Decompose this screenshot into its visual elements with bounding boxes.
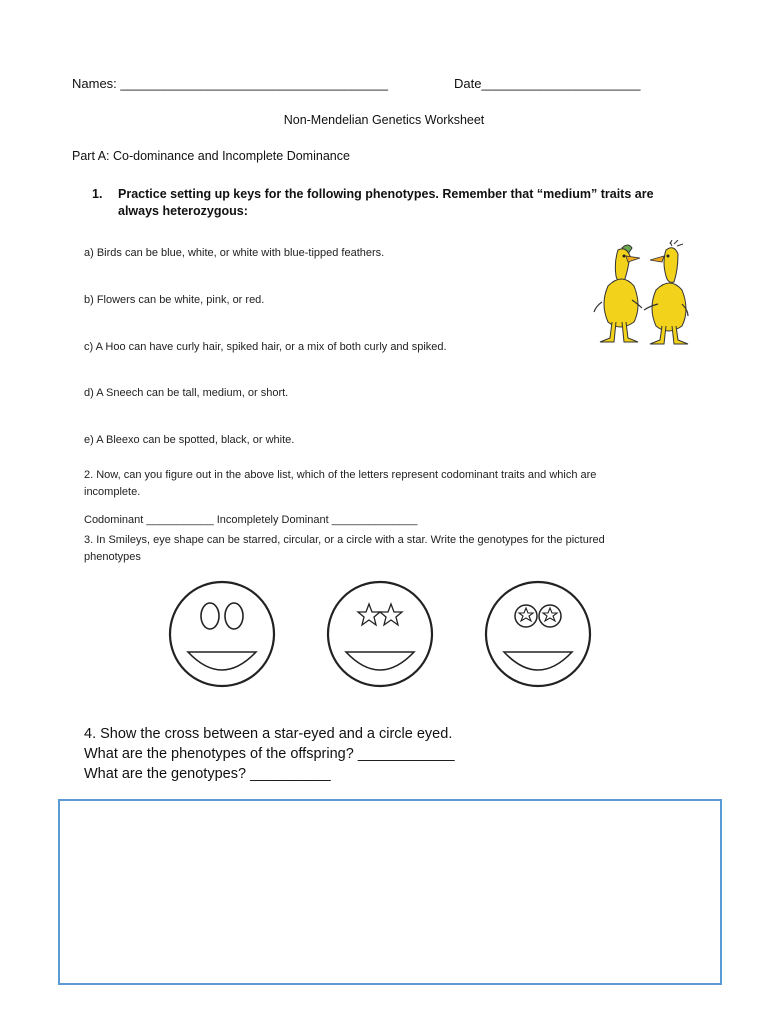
question-2: 2. Now, can you figure out in the above list, which of the letters represent codominant traits and which are incomplete. [84,469,597,498]
names-label: Names: [72,76,117,91]
smileys-figure [160,576,600,694]
worksheet-title: Non-Mendelian Genetics Worksheet [283,113,485,127]
codominant-line [84,514,417,526]
item-c: c) A Hoo can have curly hair, spiked hair, or a mix of both curly and spiked. [84,341,447,353]
item-e: e) A Bleexo can be spotted, black, or white. [84,434,295,446]
sneetches-illustration [582,240,698,354]
date-blank[interactable]: ______________________ [481,76,641,91]
smiley-circle-eyes [170,582,274,686]
codominant-blank[interactable]: ___________ [146,514,214,526]
phenotypes-blank[interactable]: ____________ [357,746,455,762]
date-label: Date [454,76,482,91]
codominant-label: Codominant [84,514,144,526]
question-4-line-2 [84,744,455,764]
date-line [454,76,641,91]
genotypes-blank[interactable]: __________ [250,766,331,782]
question-4 [84,724,455,784]
phenotypes-label: What are the phenotypes of the offspring? [84,746,354,762]
item-a: a) Birds can be blue, white, or white with blue-tipped feathers. [84,247,385,259]
part-a-heading: Part A: Co-dominance and Incomplete Dominance [72,149,350,163]
names-line [72,76,388,91]
smiley-star-eyes [328,582,432,686]
item-b: b) Flowers can be white, pink, or red. [84,294,265,306]
smiley-circle-with-star-eyes [486,582,590,686]
item-d: d) A Sneech can be tall, medium, or short. [84,387,289,399]
genotypes-label: What are the genotypes? [84,766,247,782]
sneetch-left [594,245,642,342]
answer-box[interactable] [58,799,722,985]
names-blank[interactable]: _____________________________________ [120,76,388,91]
question-3: 3. In Smileys, eye shape can be starred, circular, or a circle with a star. Write the genotypes for the pictured phenotypes [84,534,605,563]
incompletely-dominant-label: Incompletely Dominant [216,514,329,526]
question-1 [92,186,662,220]
question-4-line-1: 4. Show the cross between a star-eyed and a circle eyed. [84,726,453,742]
question-1-text: Practice setting up keys for the following phenotypes. Remember that “medium” traits are always heterozygous: [118,187,654,218]
sneetch-right [644,240,688,344]
incompletely-dominant-blank[interactable]: ______________ [331,514,418,526]
question-4-line-3 [84,764,455,784]
question-1-number: 1. [92,187,103,201]
